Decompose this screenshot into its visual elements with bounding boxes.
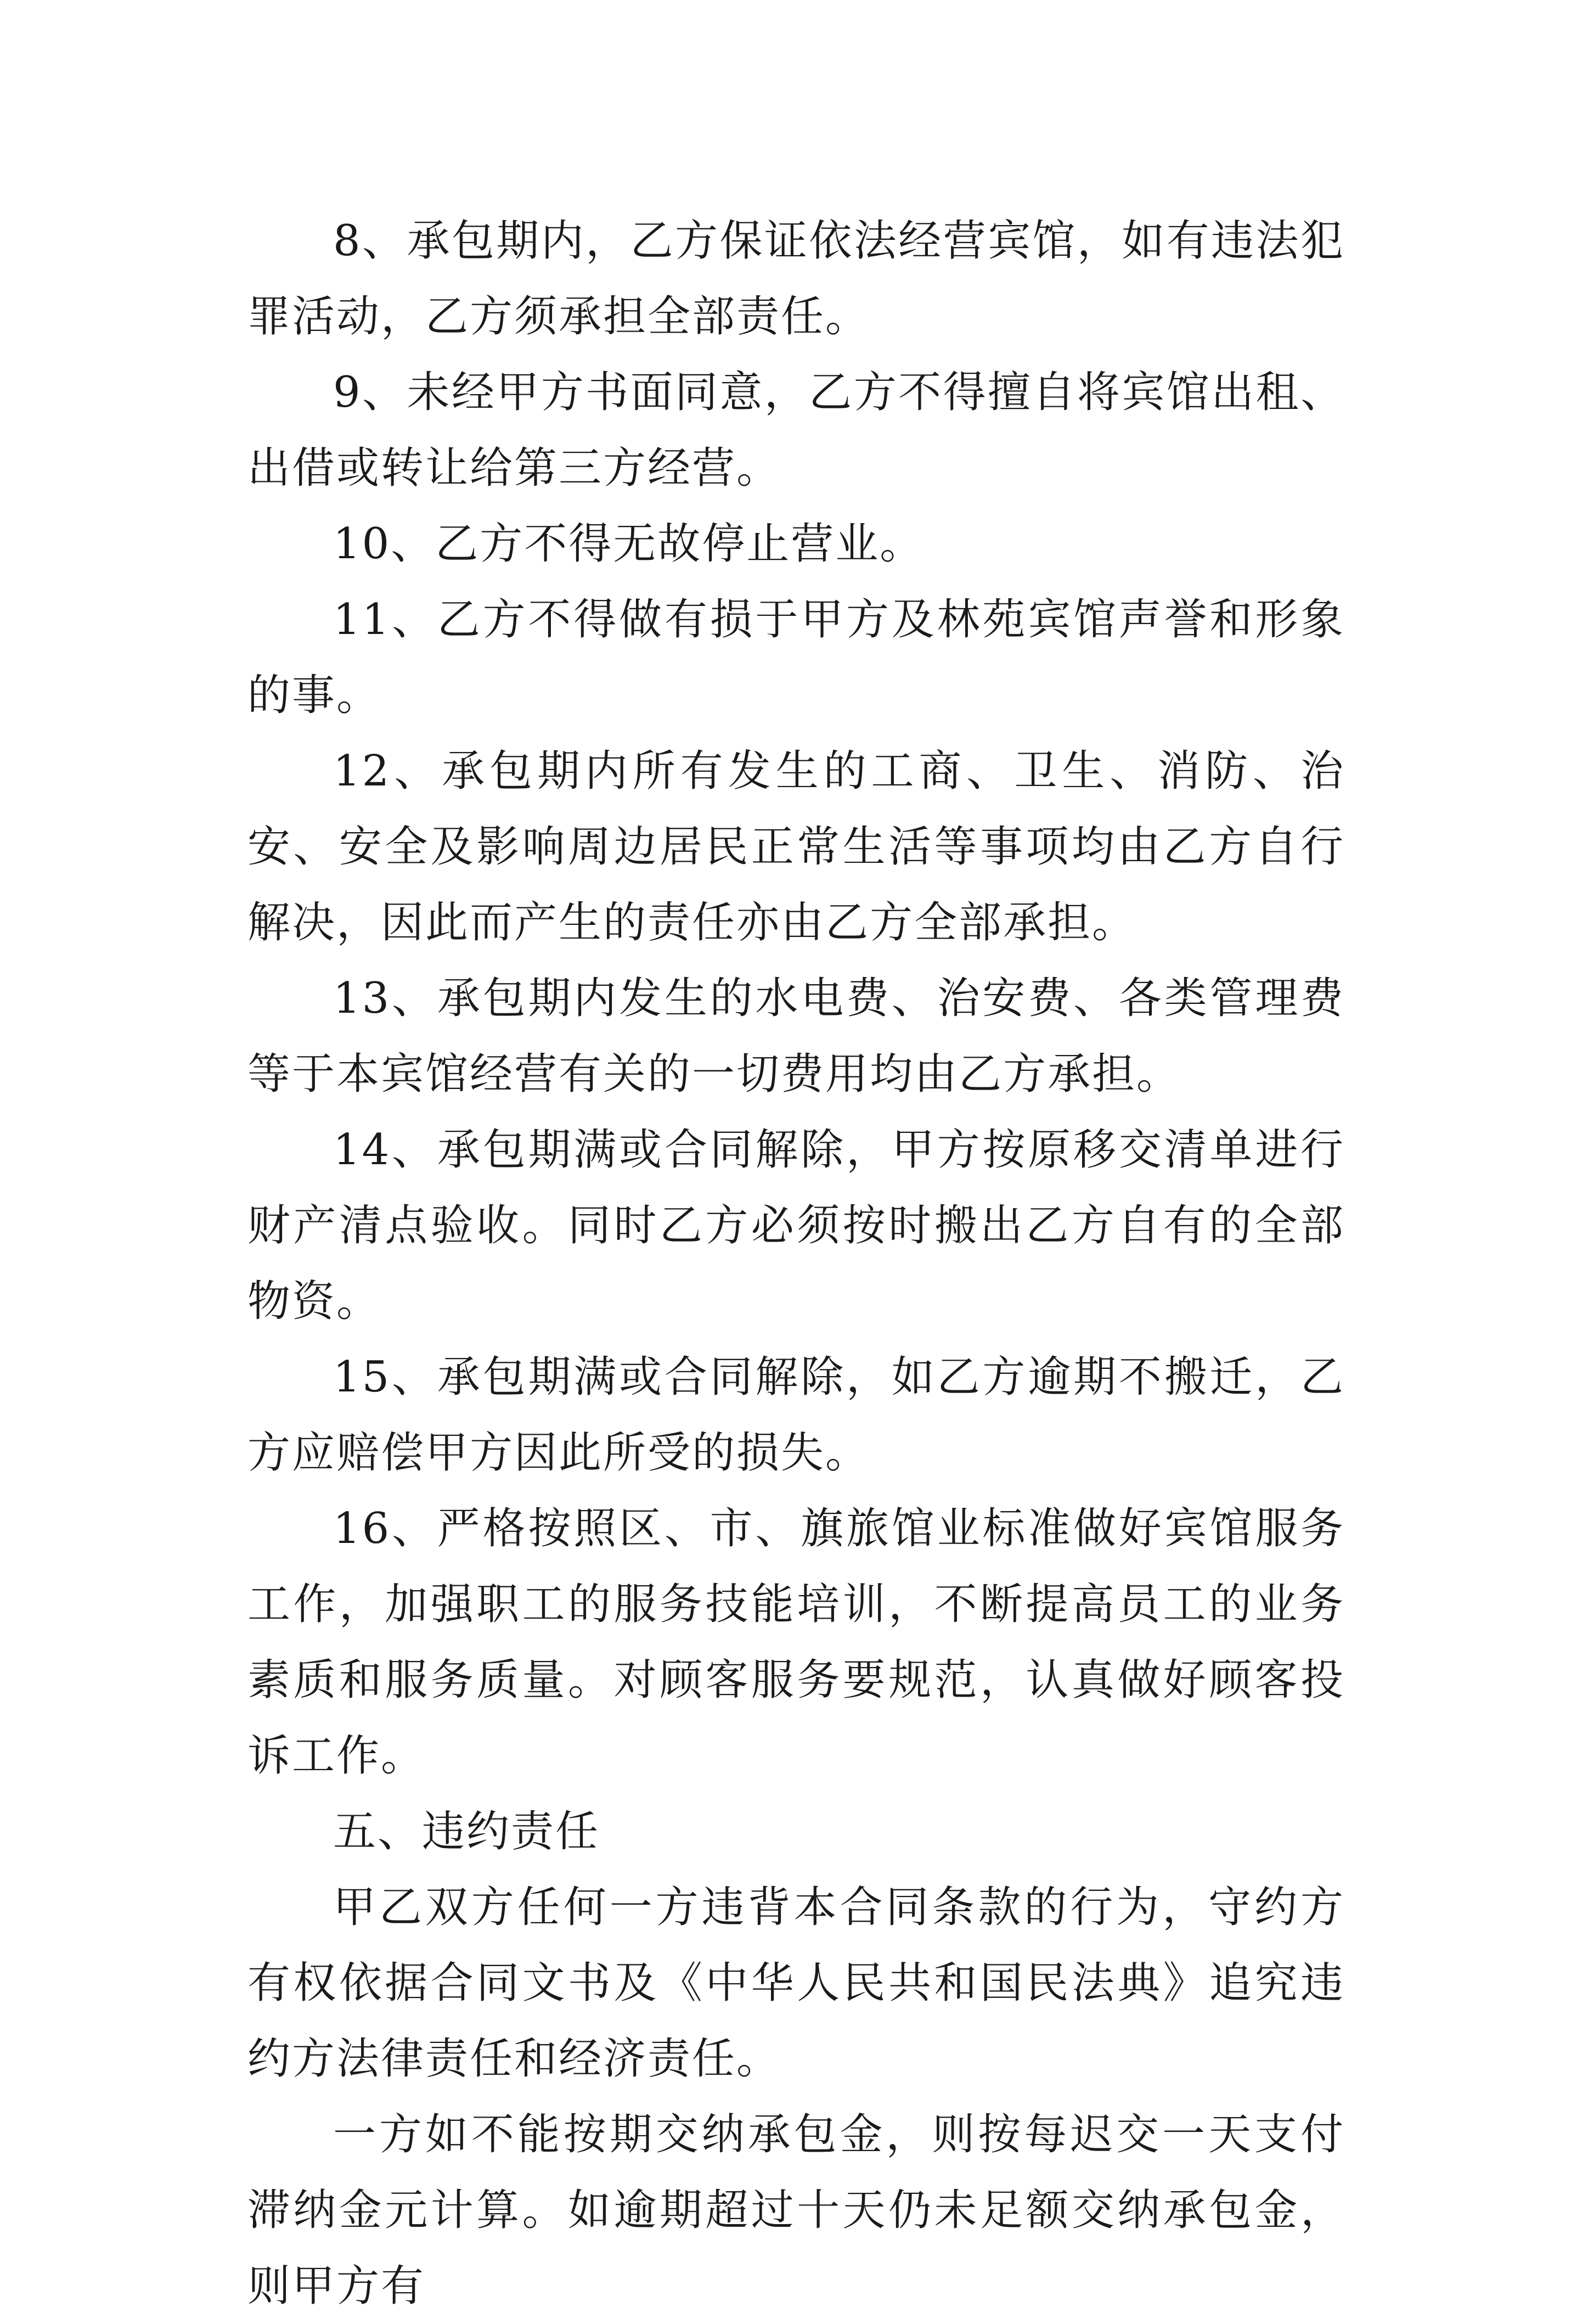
breach-paragraph-1: 甲乙双方任何一方违背本合同条款的行为，守约方有权依据合同文书及《中华人民共和国民法典》追究违约方法律责任和经济责任。 — [247, 1883, 1345, 2084]
clause-11: 11、乙方不得做有损于甲方及林苑宾馆声誉和形象的事。 — [247, 595, 1345, 720]
section-heading-breach: 五、违约责任 — [333, 1807, 600, 1856]
breach-paragraph-2: 一方如不能按期交纳承包金，则按每迟交一天支付滞纳金元计算。如逾期超过十天仍未足额交纳承包金，则甲方有 — [247, 2110, 1345, 2311]
clause-15: 15、承包期满或合同解除，如乙方逾期不搬迁，乙方应赔偿甲方因此所受的损失。 — [247, 1352, 1345, 1478]
clause-16: 16、严格按照区、市、旗旅馆业标准做好宾馆服务工作，加强职工的服务技能培训，不断提高员工的业务素质和服务质量。对顾客服务要规范，认真做好顾客投诉工作。 — [247, 1504, 1345, 1781]
clause-12: 12、承包期内所有发生的工商、卫生、消防、治安、安全及影响周边居民正常生活等事项均由乙方自行解决，因此而产生的责任亦由乙方全部承担。 — [247, 746, 1345, 947]
clause-10: 10、乙方不得无故停止营业。 — [333, 519, 925, 569]
clause-13: 13、承包期内发生的水电费、治安费、各类管理费等于本宾馆经营有关的一切费用均由乙方承担。 — [247, 974, 1345, 1099]
document-body — [247, 203, 1345, 2324]
clause-8: 8、承包期内，乙方保证依法经营宾馆，如有违法犯罪活动，乙方须承担全部责任。 — [247, 216, 1345, 341]
clause-9: 9、未经甲方书面同意，乙方不得擅自将宾馆出租、出借或转让给第三方经营。 — [247, 368, 1345, 493]
clause-14: 14、承包期满或合同解除，甲方按原移交清单进行财产清点验收。同时乙方必须按时搬出乙方自有的全部物资。 — [247, 1125, 1345, 1326]
